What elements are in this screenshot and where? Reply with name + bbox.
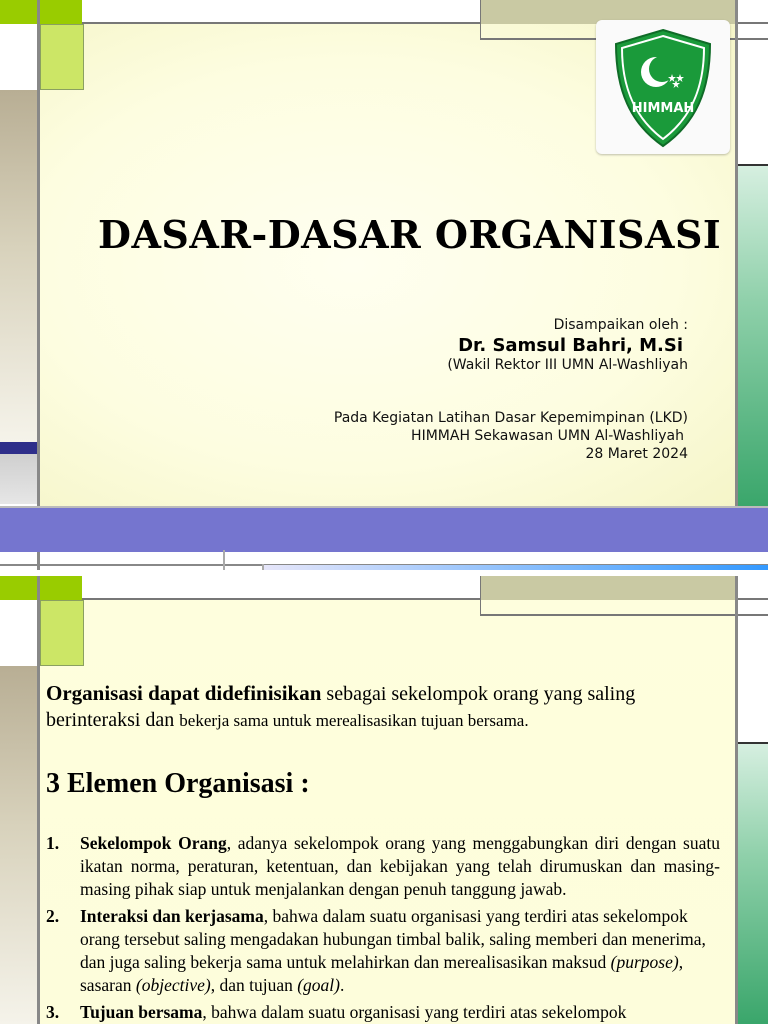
decor-tan-strip-2 bbox=[0, 666, 37, 1024]
decor-gray-strip bbox=[0, 454, 37, 504]
decor-bottom-tick-a bbox=[223, 550, 225, 570]
list-item-bold: Tujuan bersama bbox=[80, 1002, 203, 1022]
list-item-text: , bahwa dalam suatu organisasi yang terdiri atas sekelompok orang tersebut saling mengadakan hubungan timbal balik, saling memberi dan menerima, dan juga saling bekerja sama untuk melahirkan dan merealisasikan maksud bbox=[80, 906, 706, 972]
speaker-role: (Wakil Rektor III UMN Al-Washliyah bbox=[447, 357, 688, 373]
section-heading: 3 Elemen Organisasi : bbox=[46, 768, 310, 799]
list-item-text: , sasaran bbox=[80, 952, 684, 995]
definition-bold: Organisasi dapat didefinisikan bbox=[46, 681, 322, 705]
decor-tan-strip bbox=[0, 90, 37, 442]
elements-list bbox=[46, 832, 720, 1024]
decor-navy-strip bbox=[0, 442, 37, 454]
event-date: 28 Maret 2024 bbox=[585, 446, 688, 462]
himmah-shield-icon bbox=[596, 20, 730, 154]
definition-paragraph bbox=[46, 680, 730, 734]
decor-lime-block bbox=[0, 0, 82, 24]
definition-rest-2b: bekerja sama untuk merealisasikan tujuan bersama. bbox=[179, 711, 529, 730]
list-item-bold: Sekelompok Orang bbox=[80, 833, 227, 853]
list-item-italic: (objective) bbox=[135, 975, 211, 995]
decor-periwinkle-band bbox=[0, 506, 768, 552]
definition-rest-1: sebagai sekelompok orang yang saling bbox=[321, 683, 636, 705]
definition-rest-2a: berinteraksi dan bbox=[46, 709, 180, 731]
speaker-name: Dr. Samsul Bahri, M.Si bbox=[458, 335, 683, 356]
logo-text: HIMMAH bbox=[631, 101, 695, 116]
list-item bbox=[46, 832, 720, 901]
list-item-italic: (goal) bbox=[297, 975, 340, 995]
list-item-text: . bbox=[340, 975, 345, 995]
decor-lime-light-block-2 bbox=[40, 600, 84, 666]
list-item-italic: (purpose) bbox=[610, 952, 679, 972]
list-item-text: , dan tujuan bbox=[210, 975, 298, 995]
list-item bbox=[46, 1001, 720, 1024]
decor-lime-light-block bbox=[40, 24, 84, 90]
list-item-number: 2. bbox=[46, 906, 60, 926]
decor-khaki-line-2 bbox=[480, 600, 768, 616]
list-item bbox=[46, 905, 720, 997]
slide-2 bbox=[0, 576, 768, 1024]
presented-by-label: Disampaikan oleh : bbox=[553, 317, 688, 333]
decor-green-strip bbox=[738, 166, 768, 506]
decor-khaki-block-2 bbox=[480, 576, 736, 600]
decor-lime-block-2 bbox=[0, 576, 82, 600]
list-item-bold: Interaksi dan kerjasama bbox=[80, 906, 264, 926]
list-item-text: , bahwa dalam suatu organisasi yang terdiri atas sekelompok bbox=[202, 1002, 627, 1022]
decor-green-strip-2 bbox=[738, 744, 768, 1024]
event-line-2: HIMMAH Sekawasan UMN Al-Washliyah bbox=[411, 428, 684, 444]
himmah-logo bbox=[596, 20, 730, 154]
decor-sky-gradient bbox=[264, 565, 768, 570]
event-line-1: Pada Kegiatan Latihan Dasar Kepemimpinan (LKD) bbox=[333, 410, 688, 426]
list-item-text: , adanya sekelompok orang yang menggabungkan diri dengan suatu ikatan norma, peraturan, ketentuan, dan kebijakan yang telah dirumuskan dan masing-masing pihak siap untuk menjalankan dengan penuh tanggung jawab. bbox=[80, 833, 720, 899]
list-item-number: 1. bbox=[46, 833, 60, 853]
list-item-number: 3. bbox=[46, 1002, 60, 1022]
decor-left-border-2 bbox=[37, 576, 40, 1024]
page-title: DASAR-DASAR ORGANISASI bbox=[98, 212, 722, 257]
decor-left-border bbox=[37, 0, 40, 570]
decor-bottom-line bbox=[0, 550, 768, 566]
